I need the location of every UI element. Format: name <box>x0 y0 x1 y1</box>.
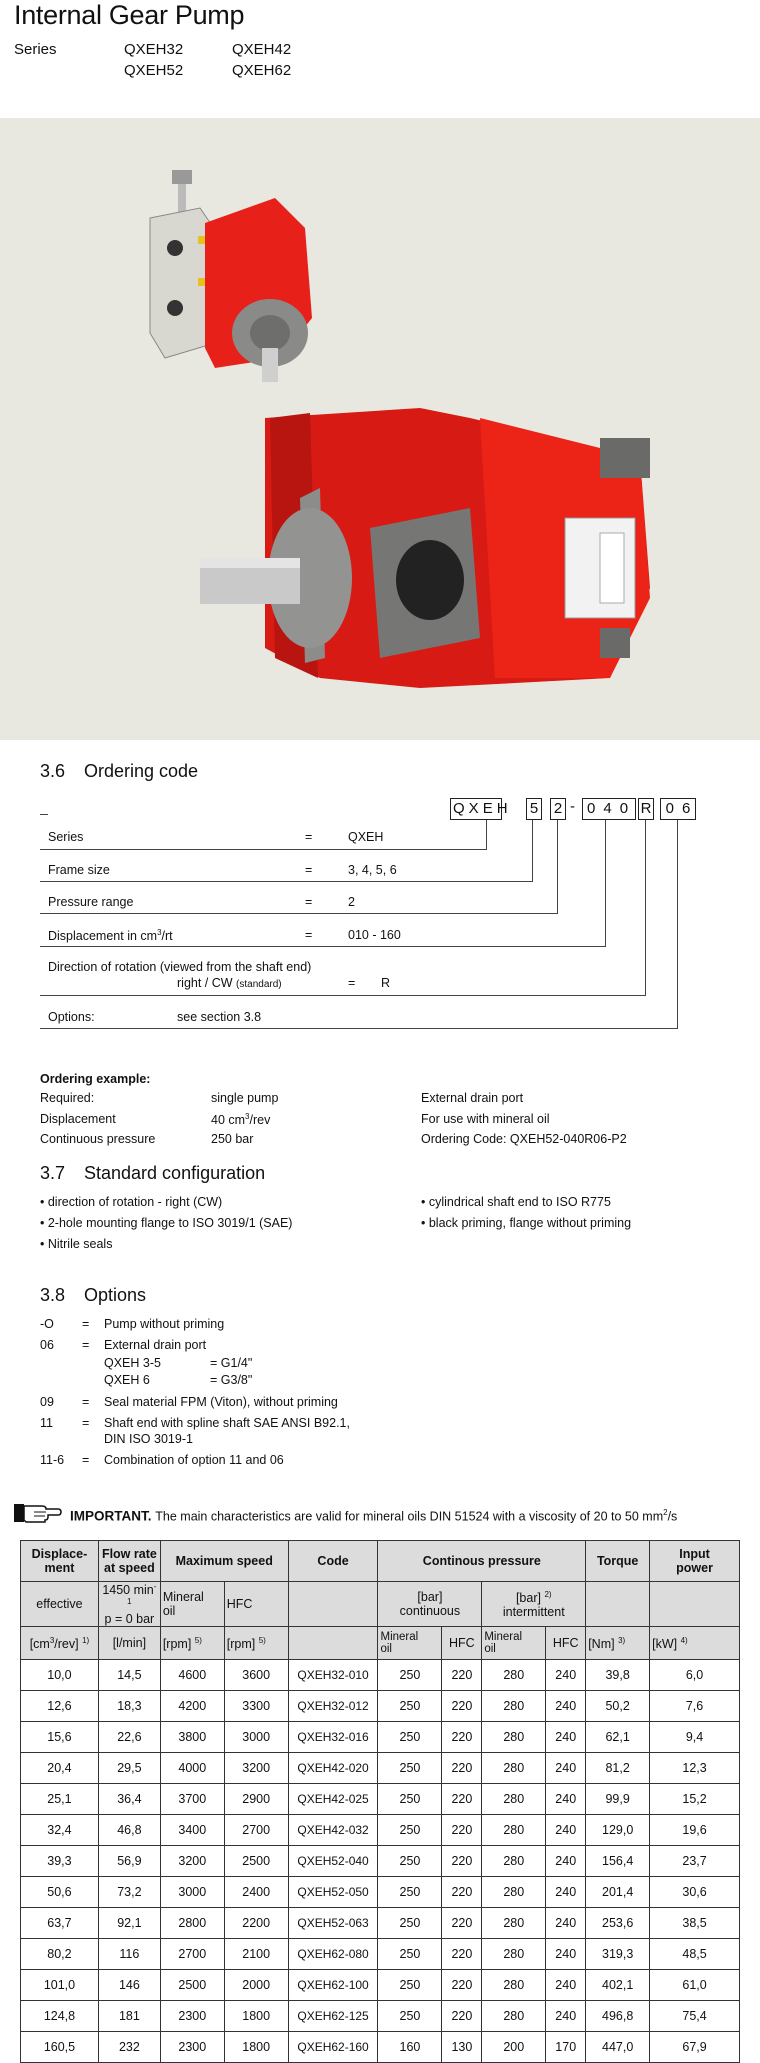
table-cell: 2800 <box>160 1908 224 1939</box>
table-cell: 250 <box>378 1970 442 2001</box>
table-cell: 240 <box>546 2001 586 2032</box>
option-code: -O <box>40 1317 54 1331</box>
ordering-example-heading: Ordering example: <box>40 1072 151 1086</box>
option-value: = G3/8" <box>210 1373 253 1387</box>
table-cell: 3700 <box>160 1784 224 1815</box>
table-cell: 12,3 <box>650 1753 740 1784</box>
th-mineral-oil-int: Mineral oil <box>482 1627 546 1660</box>
table-cell: 250 <box>378 1660 442 1691</box>
table-cell: 280 <box>482 1815 546 1846</box>
table-cell: 50,2 <box>586 1691 650 1722</box>
table-cell: 10,0 <box>21 1660 99 1691</box>
table-cell: 4000 <box>160 1753 224 1784</box>
table-cell: 23,7 <box>650 1846 740 1877</box>
option-eq: = <box>82 1317 90 1331</box>
ordering-row-label: Direction of rotation (viewed from the shaft end) <box>48 960 312 974</box>
config-bullet: • black priming, flange without priming <box>421 1216 632 1230</box>
table-cell: 81,2 <box>586 1753 650 1784</box>
table-cell: 220 <box>442 1722 482 1753</box>
table-cell: 250 <box>378 2001 442 2032</box>
table-cell: 2300 <box>160 2032 224 2063</box>
table-cell: QXEH42-020 <box>288 1753 378 1784</box>
option-text: DIN ISO 3019-1 <box>104 1432 193 1446</box>
table-cell: 250 <box>378 1908 442 1939</box>
th-effective: effective <box>21 1582 99 1627</box>
config-bullet: • 2-hole mounting flange to ISO 3019/1 (SAE) <box>40 1216 293 1230</box>
table-cell: 250 <box>378 1877 442 1908</box>
table-cell: 250 <box>378 1784 442 1815</box>
table-row <box>21 2032 740 2063</box>
code-box-pressure: 2 <box>550 798 566 820</box>
ordering-row-eq: = <box>305 928 313 942</box>
table-cell: 2700 <box>224 1815 288 1846</box>
th-mineral-oil: Mineral oil <box>160 1582 224 1627</box>
series-label: Series <box>14 41 57 58</box>
table-cell: 181 <box>98 2001 160 2032</box>
table-cell: 240 <box>546 1660 586 1691</box>
table-cell: 15,6 <box>21 1722 99 1753</box>
table-cell: 240 <box>546 1939 586 1970</box>
th-flow: Flow rate at speed <box>98 1541 160 1582</box>
ordering-row-value: QXEH <box>348 830 384 844</box>
table-cell: 2700 <box>160 1939 224 1970</box>
code-box-displacement: 0 4 0 <box>582 798 636 820</box>
ordering-example-value: 250 bar <box>211 1132 254 1146</box>
table-cell: 240 <box>546 1877 586 1908</box>
table-cell: 30,6 <box>650 1877 740 1908</box>
table-cell: 156,4 <box>586 1846 650 1877</box>
important-note: IMPORTANT. The main characteristics are valid for mineral oils DIN 51524 with a viscosity of 20 to 50 $mm^2/s$ <box>70 1508 678 1524</box>
table-cell: 2900 <box>224 1784 288 1815</box>
table-cell: 240 <box>546 1753 586 1784</box>
th-empty <box>586 1582 650 1627</box>
table-cell: 61,0 <box>650 1970 740 2001</box>
config-bullet: • direction of rotation - right (CW) <box>40 1195 223 1209</box>
page-title: Internal Gear Pump <box>14 0 245 30</box>
table-cell: 250 <box>378 1753 442 1784</box>
th-flow-condition: 1450 $\min^{-1}$ p = 0 bar <box>98 1582 160 1627</box>
table-cell: 63,7 <box>21 1908 99 1939</box>
table-cell: 39,8 <box>586 1660 650 1691</box>
table-cell: 73,2 <box>98 1877 160 1908</box>
table-cell: 250 <box>378 1846 442 1877</box>
table-cell: 240 <box>546 1691 586 1722</box>
table-cell: 240 <box>546 1970 586 2001</box>
table-cell: 220 <box>442 1970 482 2001</box>
table-cell: 220 <box>442 1784 482 1815</box>
option-code: 11 <box>40 1416 53 1430</box>
table-cell: 48,5 <box>650 1939 740 1970</box>
table-cell: 280 <box>482 1908 546 1939</box>
large-pump-image <box>200 408 650 688</box>
table-cell: 20,4 <box>21 1753 99 1784</box>
table-cell: 99,9 <box>586 1784 650 1815</box>
table-cell: 250 <box>378 1691 442 1722</box>
th-empty <box>288 1582 378 1627</box>
table-cell: 18,3 <box>98 1691 160 1722</box>
th-disp-unit: $[cm^3/rev]$ $^{1)}$ <box>21 1627 99 1660</box>
option-text: QXEH 3-5 <box>104 1356 161 1370</box>
table-cell: 14,5 <box>98 1660 160 1691</box>
table-row <box>21 1939 740 1970</box>
table-cell: 232 <box>98 2032 160 2063</box>
table-cell: 4600 <box>160 1660 224 1691</box>
table-cell: 220 <box>442 1877 482 1908</box>
table-cell: 46,8 <box>98 1815 160 1846</box>
table-row <box>21 1846 740 1877</box>
table-cell: 2000 <box>224 1970 288 2001</box>
table-cell: 240 <box>546 1815 586 1846</box>
table-cell: QXEH62-080 <box>288 1939 378 1970</box>
table-cell: QXEH32-012 <box>288 1691 378 1722</box>
ordering-example-value: 40 $cm^3$/rev <box>211 1112 271 1128</box>
table-cell: 250 <box>378 1939 442 1970</box>
table-cell: 15,2 <box>650 1784 740 1815</box>
table-cell: 39,3 <box>21 1846 99 1877</box>
table-cell: 22,6 <box>98 1722 160 1753</box>
code-box-frame: 5 <box>526 798 542 820</box>
th-hfc-int: HFC <box>546 1627 586 1660</box>
ordering-row-value: R <box>381 976 391 990</box>
option-text: Pump without priming <box>104 1317 225 1331</box>
table-row <box>21 1722 740 1753</box>
th-empty <box>650 1582 740 1627</box>
ordering-row-label: Series <box>48 830 84 844</box>
th-bar-continuous: [bar] continuous <box>378 1582 482 1627</box>
ordering-example-key: Required: <box>40 1091 95 1105</box>
option-text: Seal material FPM (Viton), without priming <box>104 1395 338 1409</box>
small-pump-image <box>150 170 312 382</box>
option-text: QXEH 6 <box>104 1373 150 1387</box>
table-cell: 160 <box>378 2032 442 2063</box>
series-item: QXEH32 <box>124 41 184 58</box>
table-cell: 240 <box>546 1846 586 1877</box>
table-row <box>21 1660 740 1691</box>
table-cell: 130 <box>442 2032 482 2063</box>
table-cell: 220 <box>442 1908 482 1939</box>
table-cell: 2100 <box>224 1939 288 1970</box>
ordering-example-note: For use with mineral oil <box>421 1112 550 1126</box>
table-cell: 38,5 <box>650 1908 740 1939</box>
table-cell: QXEH42-025 <box>288 1784 378 1815</box>
table-cell: 2400 <box>224 1877 288 1908</box>
table-cell: QXEH62-125 <box>288 2001 378 2032</box>
option-value: = G1/4" <box>210 1356 253 1370</box>
ordering-example-note: Ordering Code: QXEH52-040R06-P2 <box>421 1132 627 1146</box>
table-cell: 253,6 <box>586 1908 650 1939</box>
ordering-row-value: 010 - 160 <box>348 928 401 942</box>
ordering-row-label: Options: <box>48 1010 95 1024</box>
table-cell: 1800 <box>224 2001 288 2032</box>
option-eq: = <box>82 1395 90 1409</box>
th-hfc-cont: HFC <box>442 1627 482 1660</box>
table-cell: 160,5 <box>21 2032 99 2063</box>
table-cell: 201,4 <box>586 1877 650 1908</box>
section-heading-options: 3.8 Options <box>40 1285 147 1305</box>
code-dash: - <box>570 798 575 815</box>
table-cell: 280 <box>482 1939 546 1970</box>
pointing-hand-icon <box>12 1500 62 1526</box>
table-cell: 2500 <box>160 1970 224 2001</box>
ordering-row-eq: = <box>305 863 313 877</box>
option-code: 06 <box>40 1338 54 1352</box>
ordering-row-value: 3, 4, 5, 6 <box>348 863 397 877</box>
table-cell: QXEH52-050 <box>288 1877 378 1908</box>
table-cell: 62,1 <box>586 1722 650 1753</box>
table-row <box>21 1877 740 1908</box>
table-cell: 220 <box>442 1660 482 1691</box>
config-bullet: • cylindrical shaft end to ISO R775 <box>421 1195 611 1209</box>
th-cont-pressure: Continous pressure <box>378 1541 586 1582</box>
table-cell: 3800 <box>160 1722 224 1753</box>
table-cell: 220 <box>442 1815 482 1846</box>
table-cell: 124,8 <box>21 2001 99 2032</box>
table-cell: 3300 <box>224 1691 288 1722</box>
section-heading-standard-config: 3.7 Standard configuration <box>40 1163 266 1183</box>
table-cell: 280 <box>482 2001 546 2032</box>
table-cell: 402,1 <box>586 1970 650 2001</box>
option-code: 09 <box>40 1395 54 1409</box>
option-text: Shaft end with spline shaft SAE ANSI B92.1, <box>104 1416 350 1430</box>
table-cell: 240 <box>546 1784 586 1815</box>
th-max-speed: Maximum speed <box>160 1541 288 1582</box>
th-empty <box>288 1627 378 1660</box>
table-cell: 220 <box>442 2001 482 2032</box>
option-code: 11-6 <box>40 1453 65 1467</box>
characteristics-table <box>20 1540 740 2063</box>
table-cell: 25,1 <box>21 1784 99 1815</box>
series-item: QXEH62 <box>232 62 292 79</box>
table-cell: 200 <box>482 2032 546 2063</box>
table-cell: 4200 <box>160 1691 224 1722</box>
th-power-unit: [kW] $^{4)}$ <box>650 1627 740 1660</box>
table-cell: 29,5 <box>98 1753 160 1784</box>
ordering-row-label: Displacement in $cm^3/rt$ <box>48 928 173 944</box>
pump-illustration <box>0 118 760 740</box>
series-item: QXEH42 <box>232 41 292 58</box>
code-box-series: Q X E H <box>450 798 502 820</box>
ordering-example-key: Displacement <box>40 1112 116 1126</box>
table-cell: QXEH62-100 <box>288 1970 378 2001</box>
table-cell: 280 <box>482 1970 546 2001</box>
th-rpm-unit: [rpm] $^{5)}$ <box>160 1627 224 1660</box>
table-row <box>21 2001 740 2032</box>
table-cell: QXEH42-032 <box>288 1815 378 1846</box>
option-eq: = <box>82 1416 90 1430</box>
table-cell: 3000 <box>160 1877 224 1908</box>
table-cell: 12,6 <box>21 1691 99 1722</box>
table-cell: 9,4 <box>650 1722 740 1753</box>
table-row <box>21 1784 740 1815</box>
th-rpm-unit: [rpm] $^{5)}$ <box>224 1627 288 1660</box>
option-text: Combination of option 11 and 06 <box>104 1453 284 1467</box>
table-cell: 3200 <box>160 1846 224 1877</box>
table-cell: 2300 <box>160 2001 224 2032</box>
ordering-row-label: Frame size <box>48 863 110 877</box>
th-torque-unit: [Nm] $^{3)}$ <box>586 1627 650 1660</box>
th-input-power: Input power <box>650 1541 740 1582</box>
table-cell: 220 <box>442 1846 482 1877</box>
th-bar-intermittent: [bar] $^{2)}$ intermittent <box>482 1582 586 1627</box>
table-cell: 240 <box>546 1722 586 1753</box>
table-cell: 67,9 <box>650 2032 740 2063</box>
table-cell: 220 <box>442 1939 482 1970</box>
ordering-row-label: Pressure range <box>48 895 134 909</box>
table-row <box>21 1908 740 1939</box>
table-cell: 220 <box>442 1753 482 1784</box>
table-cell: 129,0 <box>586 1815 650 1846</box>
table-cell: 250 <box>378 1722 442 1753</box>
code-box-rotation: R <box>638 798 654 820</box>
product-photo <box>0 118 760 740</box>
table-row <box>21 1691 740 1722</box>
th-flow-unit: [l/min] <box>98 1627 160 1660</box>
ordering-example-value: single pump <box>211 1091 279 1105</box>
table-cell: 36,4 <box>98 1784 160 1815</box>
table-cell: 3200 <box>224 1753 288 1784</box>
table-cell: 2500 <box>224 1846 288 1877</box>
option-eq: = <box>82 1453 90 1467</box>
table-cell: QXEH52-063 <box>288 1908 378 1939</box>
table-cell: 280 <box>482 1753 546 1784</box>
ordering-row-eq: = <box>305 895 313 909</box>
ordering-example-key: Continuous pressure <box>40 1132 156 1146</box>
table-row <box>21 1970 740 2001</box>
table-cell: 280 <box>482 1846 546 1877</box>
table-cell: QXEH32-016 <box>288 1722 378 1753</box>
config-bullet: • Nitrile seals <box>40 1237 113 1251</box>
table-cell: 7,6 <box>650 1691 740 1722</box>
table-cell: 280 <box>482 1722 546 1753</box>
ordering-row-value: see section 3.8 <box>177 1010 262 1024</box>
ordering-row-eq: = <box>348 976 356 990</box>
table-cell: 19,6 <box>650 1815 740 1846</box>
th-torque: Torque <box>586 1541 650 1582</box>
table-cell: 3000 <box>224 1722 288 1753</box>
table-cell: 496,8 <box>586 2001 650 2032</box>
table-cell: 2200 <box>224 1908 288 1939</box>
th-displacement: Displace- ment <box>21 1541 99 1582</box>
ordering-row-sublabel: right / CW (standard) <box>177 976 282 990</box>
table-cell: 280 <box>482 1691 546 1722</box>
th-code: Code <box>288 1541 378 1582</box>
table-cell: 319,3 <box>586 1939 650 1970</box>
table-cell: 56,9 <box>98 1846 160 1877</box>
ordering-row-value: 2 <box>348 895 355 909</box>
table-cell: 146 <box>98 1970 160 2001</box>
section-heading-ordering-code: 3.6 Ordering code <box>40 761 199 781</box>
table-cell: 6,0 <box>650 1660 740 1691</box>
table-cell: 240 <box>546 1908 586 1939</box>
code-box-options: 0 6 <box>660 798 696 820</box>
th-mineral-oil-cont: Mineral oil <box>378 1627 442 1660</box>
table-cell: 280 <box>482 1784 546 1815</box>
ordering-row-eq: = <box>305 830 313 844</box>
table-cell: 1800 <box>224 2032 288 2063</box>
option-text: External drain port <box>104 1338 207 1352</box>
table-cell: 447,0 <box>586 2032 650 2063</box>
table-cell: QXEH32-010 <box>288 1660 378 1691</box>
table-row <box>21 1753 740 1784</box>
table-cell: 80,2 <box>21 1939 99 1970</box>
table-cell: 101,0 <box>21 1970 99 2001</box>
table-cell: 280 <box>482 1660 546 1691</box>
series-item: QXEH52 <box>124 62 184 79</box>
option-eq: = <box>82 1338 90 1352</box>
table-cell: 116 <box>98 1939 160 1970</box>
table-cell: QXEH62-160 <box>288 2032 378 2063</box>
table-cell: 250 <box>378 1815 442 1846</box>
table-cell: 280 <box>482 1877 546 1908</box>
table-cell: 75,4 <box>650 2001 740 2032</box>
table-cell: 50,6 <box>21 1877 99 1908</box>
table-cell: 170 <box>546 2032 586 2063</box>
table-cell: 32,4 <box>21 1815 99 1846</box>
table-cell: 3400 <box>160 1815 224 1846</box>
table-cell: 92,1 <box>98 1908 160 1939</box>
table-row <box>21 1815 740 1846</box>
table-cell: 220 <box>442 1691 482 1722</box>
table-cell: 3600 <box>224 1660 288 1691</box>
ordering-example-note: External drain port <box>421 1091 524 1105</box>
table-cell: QXEH52-040 <box>288 1846 378 1877</box>
th-hfc: HFC <box>224 1582 288 1627</box>
